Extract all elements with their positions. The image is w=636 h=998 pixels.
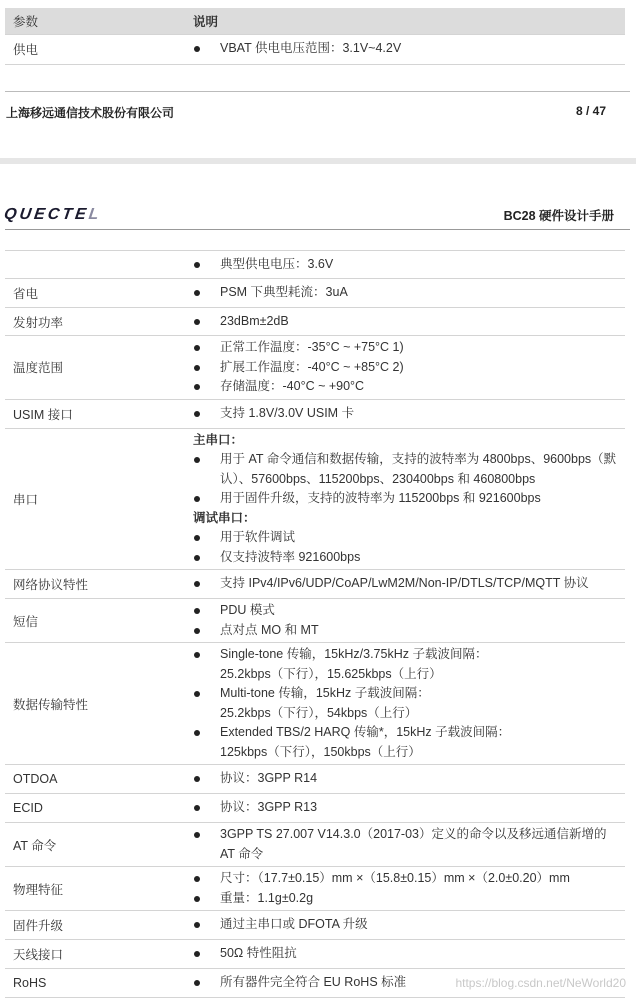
watermark: https://blog.csdn.net/NeWorld20 [455, 976, 626, 990]
table-row [5, 823, 625, 867]
bullet-item: 存储温度：-40°C ~ +90°C [193, 377, 617, 397]
table-row [5, 867, 625, 911]
doc-title: BC28 硬件设计手册 [503, 209, 614, 223]
indented-text: 25.2kbps（下行），15.625kbps（上行） [220, 666, 442, 681]
row-param: 发射功率 [5, 308, 185, 336]
table-row [5, 940, 625, 969]
row-param: RoHS [5, 969, 185, 998]
bullet-item: 协议：3GPP R14 [193, 769, 617, 789]
row-param: 数据传输特性 [5, 643, 185, 765]
table-row [5, 794, 625, 823]
bullet-item: 用于 AT 命令通信和数据传输，支持的波特率为 4800bps、9600bps（默认）、57600bps、115200bps、230400bps 和 460800bps [193, 450, 617, 489]
page-2-top [0, 164, 636, 998]
table-row [5, 336, 625, 400]
table-row [5, 428, 625, 570]
row-param [5, 251, 185, 279]
row-param: OTDOA [5, 765, 185, 794]
bullet-item: 点对点 MO 和 MT [193, 621, 617, 641]
bullet-item: 尺寸：（17.7±0.15）mm ×（15.8±0.15）mm ×（2.0±0.20）mm [193, 869, 617, 889]
header-param: 参数 [5, 8, 185, 34]
row-param: 供电 [5, 34, 185, 64]
bullet-item: 通过主串口或 DFOTA 升级 [193, 915, 617, 935]
table-row [5, 643, 625, 765]
table-row [5, 399, 625, 428]
indented-text: 125kbps（下行），150kbps（上行） [220, 744, 421, 759]
footer-page-number: 8 / 47 [575, 104, 606, 118]
row-param: 串口 [5, 428, 185, 570]
bullet-item: 3GPP TS 27.007 V14.3.0（2017-03）定义的命令以及移远通信新增的 AT 命令 [193, 825, 617, 864]
bullet-item: 典型供电电压：3.6V [193, 255, 617, 275]
sub-heading: 主串口： [193, 432, 244, 447]
table-row [5, 599, 625, 643]
bullet-item: 扩展工作温度：-40°C ~ +85°C 2) [193, 358, 617, 378]
page-1-bottom [0, 0, 636, 158]
bullet-item: 协议：3GPP R13 [193, 798, 617, 818]
row-param: 网络协议特性 [5, 570, 185, 599]
bullet-item: 50Ω 特性阻抗 [193, 944, 617, 964]
spec-table-top [5, 8, 625, 65]
bullet-item: Multi-tone 传输，15kHz 子载波间隔： [193, 684, 617, 704]
table-row [5, 34, 625, 64]
spec-table [5, 250, 625, 998]
bullet-item: 重量：1.1g±0.2g [193, 889, 617, 909]
bullet-item: 用于固件升级，支持的波特率为 115200bps 和 921600bps [193, 489, 617, 509]
row-param: 短信 [5, 599, 185, 643]
row-param: 物理特征 [5, 867, 185, 911]
bullet-item: 仅支持波特率 921600bps [193, 548, 617, 568]
footer-company: 上海移远通信技术股份有限公司 [6, 106, 175, 120]
bullet-item: PSM 下典型耗流：3uA [193, 283, 617, 303]
header-divider [5, 229, 630, 230]
bullet-item: Single-tone 传输，15kHz/3.75kHz 子载波间隔： [193, 645, 617, 665]
table-row [5, 765, 625, 794]
row-param: 省电 [5, 279, 185, 308]
bullet-item: 正常工作温度：-35°C ~ +75°C 1) [193, 338, 617, 358]
row-param: AT 命令 [5, 823, 185, 867]
table-row [5, 911, 625, 940]
row-param: 固件升级 [5, 911, 185, 940]
row-param: 温度范围 [5, 336, 185, 400]
bullet-item: 支持 IPv4/IPv6/UDP/CoAP/LwM2M/Non-IP/DTLS/TCP/MQTT 协议 [193, 574, 617, 594]
table-row [5, 251, 625, 279]
bullet-item: 支持 1.8V/3.0V USIM 卡 [193, 404, 617, 424]
indented-text: 25.2kbps（下行），54kbps（上行） [220, 705, 418, 720]
table-row [5, 308, 625, 336]
table-header [5, 8, 625, 34]
bullet-item: Extended TBS/2 HARQ 传输*，15kHz 子载波间隔： [193, 723, 617, 743]
bullet-item: 23dBm±2dB [193, 312, 617, 332]
row-param: 天线接口 [5, 940, 185, 969]
table-row [5, 279, 625, 308]
table-row [5, 570, 625, 599]
row-param: USIM 接口 [5, 399, 185, 428]
bullet-item: VBAT 供电电压范围：3.1V~4.2V [193, 39, 617, 59]
header-desc: 说明 [185, 8, 625, 34]
row-param: ECID [5, 794, 185, 823]
sub-heading: 调试串口： [193, 510, 256, 525]
bullet-item: PDU 模式 [193, 601, 617, 621]
quectel-logo: QUECTEL [2, 206, 103, 223]
footer-divider [5, 91, 630, 92]
bullet-item: 用于软件调试 [193, 528, 617, 548]
bullet-item: 所有器件完全符合 EU RoHS 标准 [193, 973, 617, 993]
